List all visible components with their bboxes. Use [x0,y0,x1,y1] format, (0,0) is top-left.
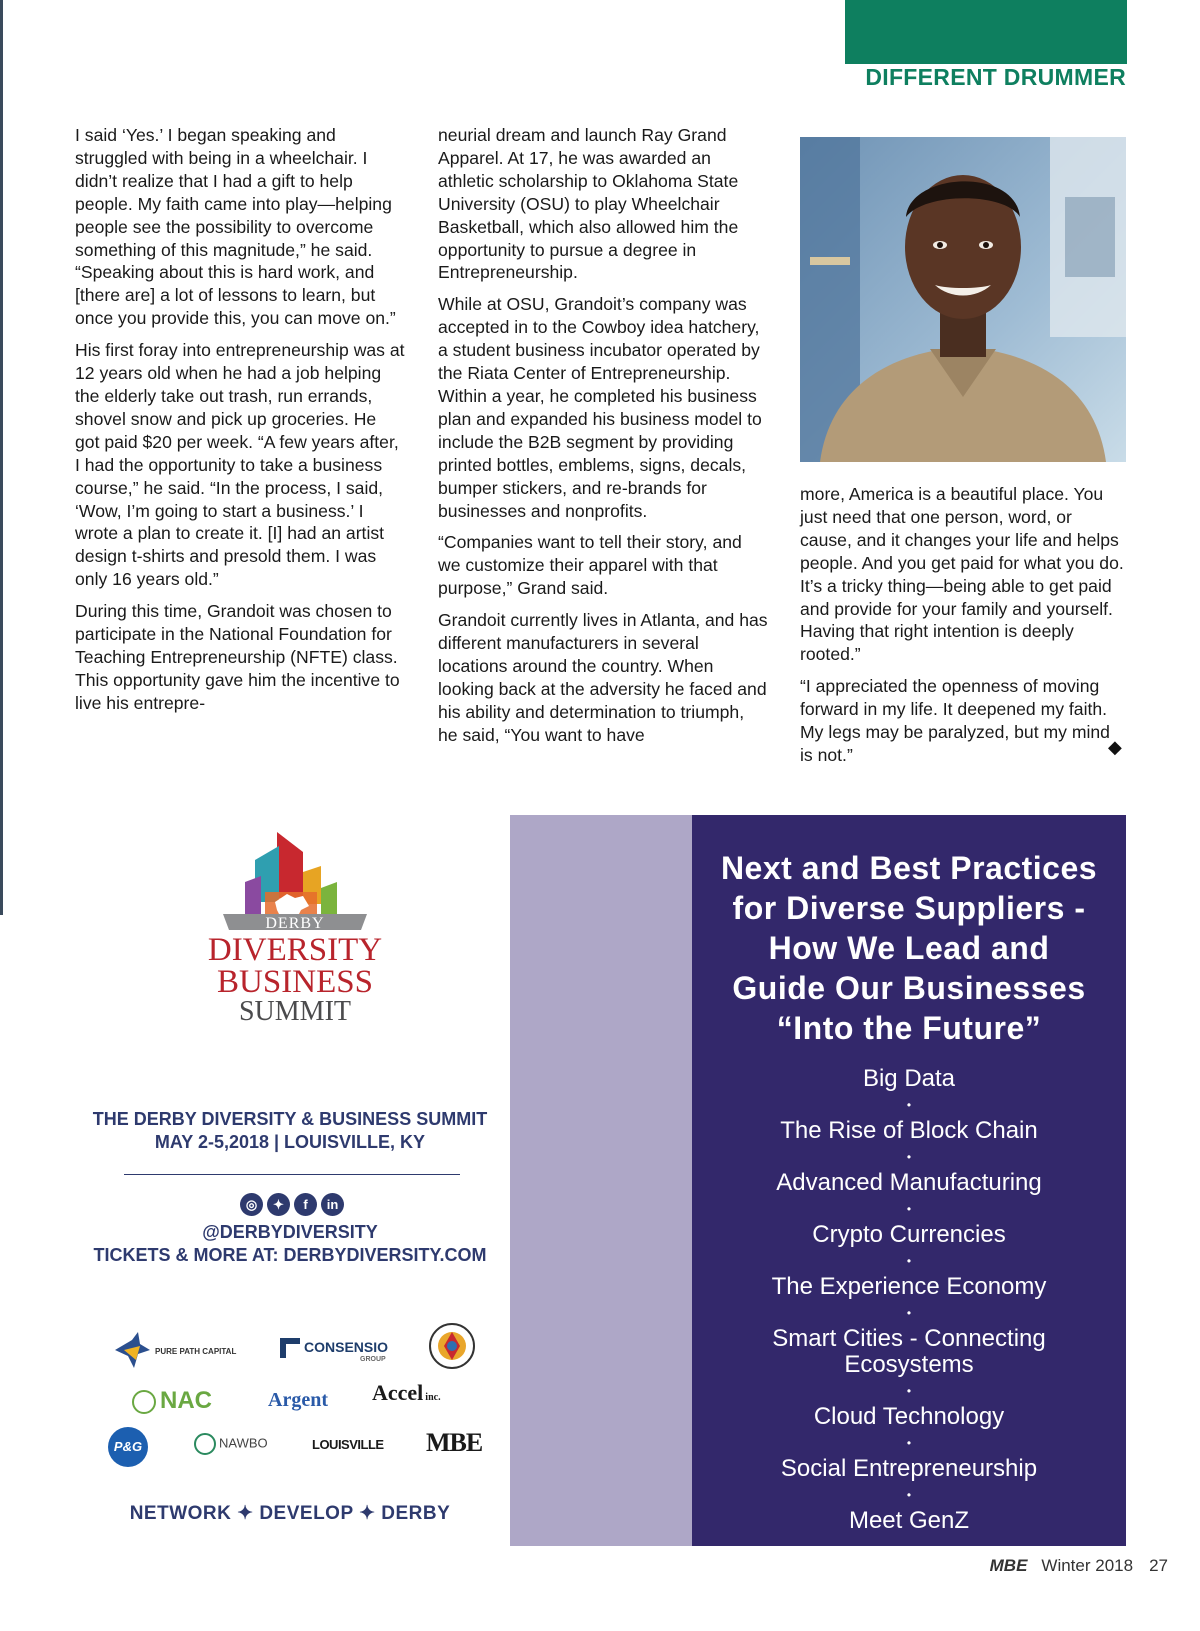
topic-item: Meet GenZ [848,1507,970,1534]
divider [124,1174,460,1175]
paragraph: I said ‘Yes.’ I began speaking and struggled with being in a wheelchair. I didn’t realize that I had a gift to help people. My faith came into play—helping people see the possibility to overcome something of this magnitude,” he said. “Speaking about this is hard work, and [there are] a lot of lessons to learn, but once you provide this, you can move on.” [75,125,396,329]
sponsor-nawbo: NAWBO [194,1433,284,1461]
paragraph: “Companies want to tell their story, and we customize their apparel with that purpose,” Grand said. [438,532,742,599]
ad-topic-list [692,1066,1126,1534]
ad-heading: Next and Best Practices for Diverse Suppliers - How We Lead and Guide Our Businesses “Into the Future” [720,850,1098,1046]
topic-item: The Experience Economy [771,1273,1047,1300]
topic-item: Social Entrepreneurship [780,1455,1038,1482]
left-edge-bar [0,0,3,915]
linkedin-icon: in [321,1193,344,1216]
topic-separator: • [906,1306,912,1320]
sponsor-nac: NAC [132,1387,242,1417]
portrait-photo [800,137,1126,462]
section-title: DIFFERENT DRUMMER [865,64,1126,90]
ad-tagline: NETWORK ✦ DEVELOP ✦ DERBY [129,1503,451,1524]
article-column-1 [75,124,405,724]
article-column-3 [800,483,1125,776]
logo-summit-text: SUMMIT [238,996,352,1027]
paragraph: neurial dream and launch Ray Grand Apparel. At 17, he was awarded an athletic scholarship to Oklahoma State University (OSU) to play Wheelchair Basketball, which also allowed him the opportunity to pursue a degree in Entrepreneurship. [438,125,739,283]
article-column-2 [438,124,768,756]
kentucky-diversity-seal [428,1322,476,1370]
topic-separator: • [906,1150,912,1164]
logo-derby-text: DERBY [265,915,325,932]
tickets-url: TICKETS & MORE AT: DERBYDIVERSITY.COM [93,1245,487,1265]
page-number: 27 [1149,1556,1168,1575]
sponsor-louisville: LOUISVILLE [312,1437,384,1452]
magazine-name: MBE [989,1556,1028,1575]
sponsor-argent: Argent [268,1389,328,1411]
paragraph: Grandoit currently lives in Atlanta, and has different manufacturers in several locations around the country. When looking back at the adversity he faced and his ability and determination to triumph, he said, “You want to have [438,610,768,745]
paragraph: While at OSU, Grandoit’s company was accepted in to the Cowboy idea hatchery, a student business incubator operated by the Riata Center of Entrepreneurship. Within a year, he completed his business plan and expanded his business model to include the B2B segment by providing printed bottles, emblems, signs, decals, bumper stickers, and re-brands for businesses and nonprofits. [438,294,762,521]
nawbo-emblem-icon [194,1433,216,1455]
svg-text:GROUP: GROUP [360,1356,386,1363]
summit-info [60,1108,520,1154]
ad-lavender-band [510,815,692,1546]
paragraph: “I appreciated the openness of moving forward in my life. It deepened my faith. My legs may be paralyzed, but my mind is not.” [800,676,1110,765]
topic-item: Crypto Currencies [812,1221,1006,1248]
svg-text:CONSENSIO: CONSENSIO [304,1339,389,1355]
social-handle: @DERBYDIVERSITY [202,1222,378,1242]
sponsor-pure-path-capital [110,1330,240,1370]
sponsor-consensio-group [280,1334,400,1364]
topic-item: Smart Cities - Connecting Ecosystems [772,1325,1046,1378]
paragraph: During this time, Grandoit was chosen to participate in the National Foundation for Teaching Entrepreneurship (NFTE) class. This opportunity gave him the incentive to live his entrepre- [75,601,400,713]
paragraph: more, America is a beautiful place. You just need that one person, word, or cause, and it changes your life and helps people. And you get paid for what you do. It’s a tricky thing—being able to get paid and provide for your family and yourself. Having that right intention is deeply rooted.” [800,484,1124,665]
topic-item: The Rise of Block Chain [780,1117,1038,1144]
section-color-block [845,0,1127,64]
summit-title: THE DERBY DIVERSITY & BUSINESS SUMMIT [92,1109,488,1129]
social-icons [240,1193,350,1217]
topic-separator: • [906,1098,912,1112]
topic-separator: • [906,1436,912,1450]
nac-globe-icon [132,1390,156,1414]
logo-business-text: BUSINESS [217,964,373,1000]
sponsor-mbe: MBE [426,1428,483,1457]
sponsor-accel: Accel inc. [372,1380,441,1405]
topic-separator: • [906,1254,912,1268]
page-footer [990,1556,1168,1576]
twitter-icon: ✦ [267,1193,290,1216]
sponsor-pg: P&G [108,1427,148,1467]
svg-text:PURE PATH CAPITAL: PURE PATH CAPITAL [155,1347,237,1356]
logo-diversity-text: DIVERSITY [207,932,383,968]
topic-separator: • [906,1202,912,1216]
ad-topics-panel [692,815,1126,1546]
topic-item: Cloud Technology [813,1403,1005,1430]
summit-date: MAY 2-5,2018 | LOUISVILLE, KY [154,1132,426,1152]
end-of-article-mark: ◆ [1108,737,1122,757]
social-handle-block [60,1221,520,1267]
paragraph: His first foray into entrepreneurship was at 12 years old when he had a job helping the elderly take out trash, run errands, shovel snow and pick up groceries. He got paid $20 per week. “A few years after, I had the opportunity to take a business course,” he said. “In the process, I said, ‘Wow, I’m going to start a business.’ I wrote a plan to create it. [I] had an artist design t-shirts and presold them. I was only 16 years old.” [75,340,405,590]
issue-date: Winter 2018 [1041,1556,1134,1575]
derby-summit-logo [205,832,385,1042]
topic-item: Big Data [862,1065,956,1092]
facebook-icon: f [294,1193,317,1216]
topic-separator: • [906,1384,912,1398]
topic-separator: • [906,1488,912,1502]
topic-item: Advanced Manufacturing [776,1169,1042,1196]
instagram-icon: ◎ [240,1193,263,1216]
